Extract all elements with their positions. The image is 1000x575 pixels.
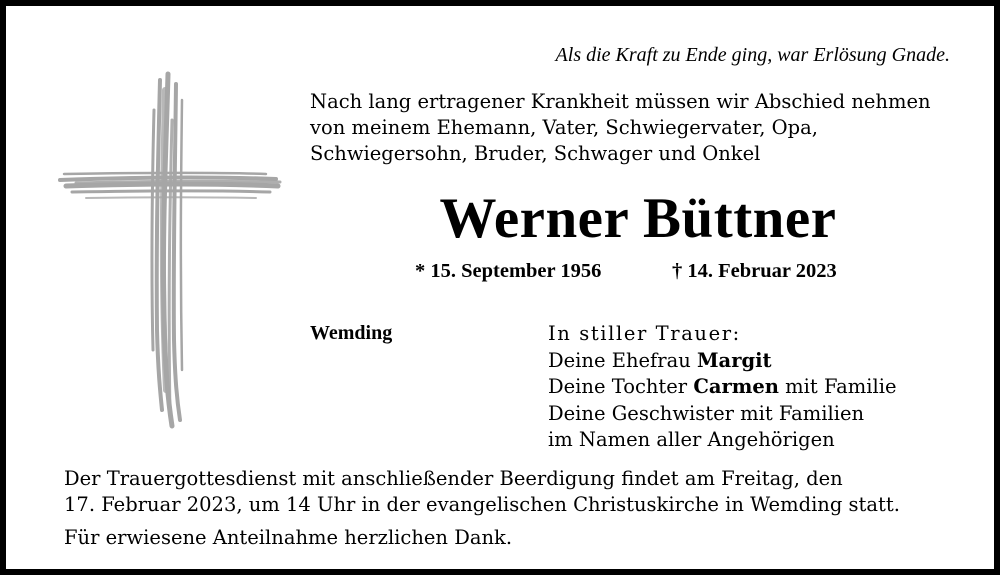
service-line: 17. Februar 2023, um 14 Uhr in der evangelischen Christuskirche in Wemding statt. (64, 493, 900, 516)
birth-date: * 15. September 1956 (415, 260, 602, 282)
mourner-daughter-prefix: Deine Tochter (548, 375, 694, 398)
intro-line: von meinem Ehemann, Vater, Schwiegervater, Opa, (310, 116, 818, 139)
thanks-text: Für erwiesene Anteilnahme herzlichen Dank. (64, 526, 513, 549)
place-name: Wemding (310, 322, 393, 344)
mourners-heading: In stiller Trauer: (548, 322, 741, 345)
service-info (64, 466, 900, 518)
mourner-wife (548, 348, 897, 375)
mourner-wife-prefix: Deine Ehefrau (548, 348, 697, 372)
mourners-block (548, 321, 897, 454)
mourner-daughter (548, 374, 897, 401)
death-date: † 14. Februar 2023 (672, 260, 837, 282)
intro-line: Schwiegersohn, Bruder, Schwager und Onkel (310, 142, 761, 165)
intro-text (310, 89, 931, 167)
motto: Als die Kraft zu Ende ging, war Erlösung Gnade. (555, 44, 950, 66)
service-line: Der Trauergottesdienst mit anschließender Beerdigung findet am Freitag, den (64, 467, 843, 490)
deceased-name: Werner Büttner (439, 187, 837, 250)
mourner-siblings: Deine Geschwister mit Familien (548, 401, 865, 425)
mourner-relatives: im Namen aller Angehörigen (548, 428, 835, 451)
mourner-wife-name: Margit (696, 348, 772, 372)
intro-line: Nach lang ertragener Krankheit müssen wir Abschied nehmen (310, 90, 931, 113)
mourner-daughter-suffix: mit Familie (778, 375, 897, 398)
mourner-daughter-name: Carmen (693, 375, 779, 398)
brushstroke-cross-icon (56, 70, 282, 430)
